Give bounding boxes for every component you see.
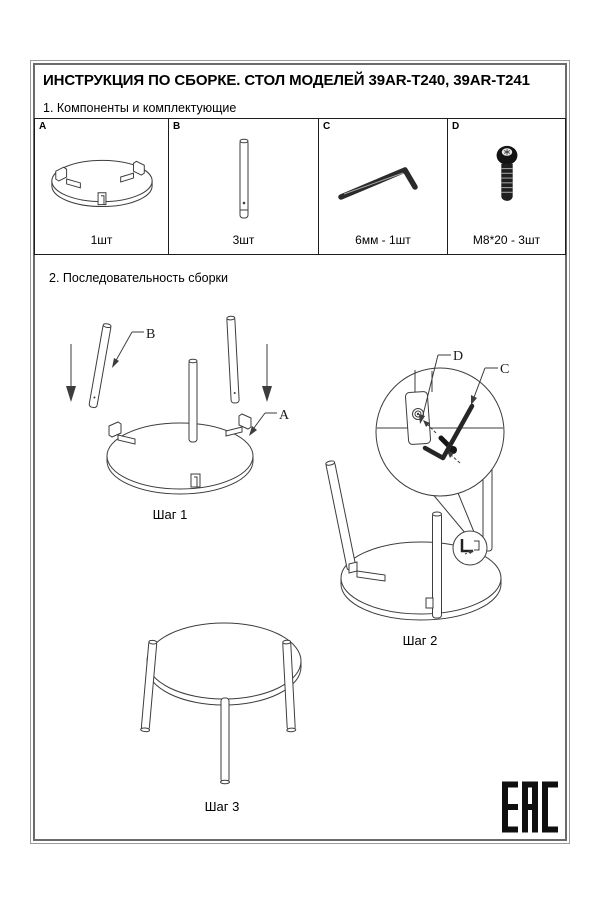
down-arrow-icon xyxy=(66,344,76,402)
component-qty: M8*20 - 3шт xyxy=(472,233,541,247)
step3-drawing xyxy=(128,616,328,796)
assembled-leg-center xyxy=(221,698,230,784)
component-letter: D xyxy=(452,121,460,132)
zoom-detail-circle xyxy=(376,368,504,496)
bolt-icon xyxy=(488,143,526,217)
step3-caption: Шаг 3 xyxy=(204,799,240,814)
table-leg-icon xyxy=(224,134,264,226)
component-qty: 3шт xyxy=(232,233,255,247)
eac-mark-icon xyxy=(502,781,558,833)
floating-leg xyxy=(227,316,240,403)
step2-caption: Шаг 2 xyxy=(402,633,438,648)
step1-caption: Шаг 1 xyxy=(152,507,188,522)
attached-leg-left xyxy=(325,460,356,571)
floating-leg xyxy=(89,323,112,408)
table-top-icon xyxy=(43,141,161,219)
component-letter: B xyxy=(173,121,181,132)
page-title: ИНСТРУКЦИЯ ПО СБОРКЕ. СТОЛ МОДЕЛЕЙ 39AR-T240, 39AR-T241 xyxy=(43,72,530,89)
assembled-table-top xyxy=(147,623,301,705)
components-table xyxy=(34,118,566,255)
component-cell-d xyxy=(448,119,565,254)
component-letter: C xyxy=(323,121,331,132)
step2-drawing xyxy=(295,332,575,628)
callout-label-b: B xyxy=(146,327,156,342)
hex-key-icon xyxy=(331,151,435,209)
component-cell-c xyxy=(319,119,448,254)
component-letter: A xyxy=(39,121,47,132)
mounting-bracket xyxy=(191,474,200,487)
callout-label-a: A xyxy=(279,408,290,423)
callout-leader-a xyxy=(249,413,277,436)
zoom-source-circle xyxy=(453,531,487,565)
section2-title: 2. Последовательность сборки xyxy=(49,271,228,285)
section1-title: 1. Компоненты и комплектующие xyxy=(43,101,237,115)
callout-leader-b xyxy=(112,332,144,368)
component-qty: 6мм - 1шт xyxy=(355,233,411,247)
down-arrow-icon xyxy=(262,344,272,402)
callout-label-c: C xyxy=(500,362,510,377)
component-qty: 1шт xyxy=(90,233,113,247)
callout-label-d: D xyxy=(453,349,464,364)
assembled-leg-left xyxy=(141,640,158,732)
mounting-bracket xyxy=(226,414,251,436)
component-cell-b xyxy=(169,119,319,254)
step1-drawing xyxy=(55,296,305,518)
component-cell-a xyxy=(35,119,169,254)
center-leg xyxy=(189,359,197,442)
